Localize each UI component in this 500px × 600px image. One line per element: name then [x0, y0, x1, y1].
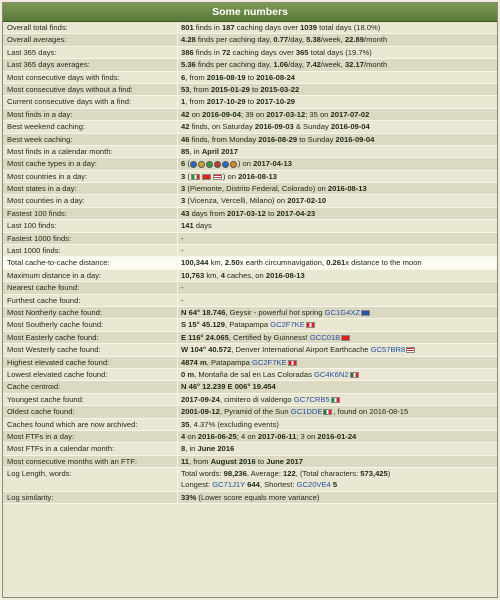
cache-code-link[interactable]: GC1G4XZ	[324, 307, 361, 317]
cache-type-icon	[214, 161, 221, 168]
stat-text: , from	[185, 97, 207, 107]
flag-pe-icon	[288, 360, 297, 366]
cache-code-link[interactable]: GC71J1Y	[212, 480, 246, 490]
stat-text: 4	[220, 270, 225, 280]
stat-text: on	[189, 109, 203, 119]
stat-text: 2016-06-25	[197, 431, 237, 441]
stat-text: 2016-01-24	[317, 431, 357, 441]
cache-type-icon	[230, 161, 237, 168]
table-row	[3, 357, 497, 369]
stat-label: Youngest cache found:	[3, 394, 178, 405]
stat-text: 2017-10-29	[256, 97, 296, 107]
stat-value	[178, 394, 497, 405]
stat-text: 42	[181, 122, 190, 132]
stat-text: , (Total characters:	[295, 469, 361, 479]
stat-value	[178, 146, 497, 157]
stat-label: Cache centroid:	[3, 381, 178, 392]
stat-text: ; 35 on	[305, 109, 331, 119]
stat-text: to	[245, 72, 257, 82]
table-row	[3, 158, 497, 170]
stat-text: finds per caching day,	[195, 60, 274, 70]
stat-label: Oldest cache found:	[3, 406, 178, 417]
stat-text: E 116° 24.065	[181, 332, 229, 342]
stat-text: 644	[247, 480, 260, 490]
stat-text: 2016-08-13	[327, 184, 367, 194]
stat-value	[178, 307, 497, 318]
stat-text: 6	[181, 159, 186, 169]
stat-text: 1039	[300, 23, 317, 32]
stat-text: total days (19.7%)	[308, 47, 372, 57]
stat-value	[178, 419, 497, 430]
stat-text: on	[185, 431, 198, 441]
stat-value	[178, 59, 497, 70]
panel-title: Some numbers	[3, 3, 497, 22]
stat-text: Total words:	[181, 469, 224, 479]
stat-text: finds in	[193, 23, 222, 32]
stat-label: Last 365 days:	[3, 47, 178, 58]
stat-label: Fastest 100 finds:	[3, 208, 178, 219]
stat-text: 5.36	[181, 60, 196, 70]
stat-text: June 2017	[266, 456, 304, 466]
stat-text: 2017-02-10	[287, 196, 327, 206]
flag-mx-icon	[323, 409, 332, 415]
stat-value	[178, 282, 497, 293]
stat-text: 187	[221, 23, 235, 32]
stat-text: 2016-09-04	[202, 109, 241, 119]
stat-label: Last 100 finds:	[3, 220, 178, 231]
stat-text: 3	[181, 171, 186, 181]
stat-text: , in	[185, 444, 198, 454]
stat-value	[178, 208, 497, 219]
stat-value	[178, 183, 497, 194]
table-row	[3, 307, 497, 319]
stat-value	[178, 456, 497, 467]
stat-label: Highest elevated cache found:	[3, 357, 178, 368]
stat-text: 2017-10-29	[206, 97, 246, 107]
stat-text: , from	[185, 72, 207, 82]
table-row	[3, 233, 497, 245]
cache-type-icon	[206, 161, 213, 168]
stat-label: Best weekend caching:	[3, 121, 178, 132]
stat-value	[178, 96, 497, 107]
stat-text: 801	[181, 23, 194, 32]
stat-text: 2016-08-29	[258, 134, 298, 144]
stat-text: 1	[181, 97, 186, 107]
table-row	[3, 109, 497, 121]
stat-text: 0.261	[326, 258, 346, 268]
stat-value	[178, 220, 497, 231]
stat-text: 5.38	[306, 35, 321, 45]
stat-text: 42	[181, 109, 190, 119]
stat-text: to	[249, 84, 261, 94]
stat-value	[178, 257, 497, 268]
stat-value	[178, 47, 497, 58]
stat-text: to	[265, 208, 277, 218]
stat-text: /week,	[320, 60, 345, 70]
stat-value	[178, 158, 497, 169]
table-row	[3, 47, 497, 59]
stat-text: caching days over	[230, 47, 296, 57]
table-row	[3, 456, 497, 468]
cache-type-icon	[190, 161, 197, 168]
stat-text: , Shortest:	[259, 480, 297, 490]
table-row	[3, 369, 497, 381]
stat-label: Last 1000 finds:	[3, 245, 178, 256]
stat-text: ; 4 on	[236, 431, 258, 441]
table-row	[3, 282, 497, 294]
stat-text: 35	[181, 419, 190, 429]
stats-table	[3, 22, 497, 504]
stat-text: 46	[181, 134, 190, 144]
table-row	[3, 443, 497, 455]
stat-text: to	[245, 97, 257, 107]
stat-text: /month	[363, 35, 388, 45]
stat-text: S 15° 45.129	[181, 320, 225, 330]
stat-text: km,	[208, 258, 225, 268]
stat-text: 386	[181, 47, 194, 57]
stat-value	[178, 369, 497, 380]
table-row	[3, 146, 497, 158]
stat-text: x earth circumnavigation,	[239, 258, 327, 268]
stat-value	[178, 121, 497, 132]
stat-text: ; 39 on	[240, 109, 267, 119]
table-row	[3, 134, 497, 146]
stat-label: Most Easterly cache found:	[3, 332, 178, 343]
stat-text: (	[185, 159, 190, 169]
stat-text: Longest:	[181, 480, 213, 490]
stat-text: 2017-09-24	[181, 394, 220, 404]
stat-label: Overall averages:	[3, 34, 178, 45]
table-row	[3, 171, 497, 183]
stat-value	[178, 72, 497, 83]
stat-text: finds in	[193, 47, 222, 57]
stat-line	[181, 479, 497, 490]
stat-text: , Montaña de sal en Las Coloradas	[194, 369, 314, 379]
cache-type-icon	[198, 161, 205, 168]
stat-value	[178, 357, 497, 368]
stat-label: Fastest 1000 finds:	[3, 233, 178, 244]
stat-value	[178, 22, 497, 33]
stat-value	[178, 332, 497, 343]
stat-label: Most FTFs in a day:	[3, 431, 178, 442]
flag-us-icon	[406, 347, 415, 353]
stat-text: , 4.37% (excluding events)	[189, 419, 279, 429]
table-row	[3, 468, 497, 492]
stat-text: 122	[283, 469, 296, 479]
stat-value	[178, 270, 497, 281]
stat-text: 365	[295, 47, 309, 57]
flag-is-icon	[361, 310, 370, 316]
cache-code-link[interactable]: GC20VE4	[296, 480, 331, 490]
table-row	[3, 431, 497, 443]
stat-text: finds, from Monday	[189, 134, 259, 144]
cache-code-link[interactable]: GC2F7KE	[251, 357, 287, 367]
stat-text: to Sunday	[297, 134, 336, 144]
stat-text: April 2017	[201, 146, 239, 156]
stat-value	[178, 319, 497, 330]
stat-value	[178, 492, 497, 503]
cache-code-link[interactable]: GC7CRB5	[293, 394, 330, 404]
table-row	[3, 183, 497, 195]
stat-value	[178, 468, 497, 491]
stat-text: 32.17	[344, 60, 364, 70]
table-row	[3, 84, 497, 96]
table-row	[3, 220, 497, 232]
stat-text: 8	[181, 444, 186, 454]
stat-text: , found on 2016-08-15	[333, 407, 409, 417]
stat-text: 0.77	[273, 35, 289, 45]
stat-text: 2017-06-11	[257, 431, 297, 441]
stat-label: Furthest cache found:	[3, 295, 178, 306]
stat-text: 2016-09-04	[335, 134, 375, 144]
stat-text: 98,236	[223, 469, 247, 479]
stat-text: -	[181, 283, 184, 293]
table-row	[3, 72, 497, 84]
stat-label: Most counties in a day:	[3, 195, 178, 206]
flag-us-icon	[213, 174, 222, 180]
stat-text: , Pyramid of the Sun	[219, 407, 291, 417]
stat-text: to	[255, 456, 267, 466]
stat-text: , from	[189, 456, 211, 466]
table-row	[3, 195, 497, 207]
stat-text: (Vicenza, Vercelli, Milano) on	[185, 196, 288, 206]
table-row	[3, 121, 497, 133]
stat-text: ) on	[237, 159, 254, 169]
stat-label: Caches found which are now archived:	[3, 419, 178, 430]
flag-pe-icon	[306, 322, 315, 328]
stat-text: 4874 m	[181, 357, 207, 367]
stat-value	[178, 109, 497, 120]
table-row	[3, 419, 497, 431]
stat-value	[178, 134, 497, 145]
stat-text: 141	[181, 221, 194, 231]
stat-label: Most FTFs in a calendar month:	[3, 443, 178, 454]
stat-label: Last 365 days averages:	[3, 59, 178, 70]
stat-label: Most finds in a calendar month:	[3, 146, 178, 157]
stat-label: Most states in a day:	[3, 183, 178, 194]
stat-text: ; 3 on	[296, 431, 318, 441]
stat-label: Most Southerly cache found:	[3, 319, 178, 330]
stat-label: Most countries in a day:	[3, 171, 178, 182]
stat-text: 2017-07-02	[330, 109, 370, 119]
stat-text: 2017-04-23	[276, 208, 316, 218]
table-row	[3, 96, 497, 108]
stat-label: Most cache types in a day:	[3, 158, 178, 169]
stat-value	[178, 171, 497, 182]
stat-text: , Patapampa	[225, 320, 271, 330]
table-row	[3, 332, 497, 344]
table-row	[3, 270, 497, 282]
stat-text: 3	[181, 196, 186, 206]
table-row	[3, 394, 497, 406]
stat-label: Overall total finds:	[3, 22, 178, 33]
stat-label: Most Westerly cache found:	[3, 344, 178, 355]
stat-text: 2017-03-12	[266, 109, 306, 119]
stat-value	[178, 406, 497, 417]
stat-text: 22.89	[344, 35, 364, 45]
stat-text: 2001-09-12	[181, 407, 220, 417]
stat-text: 4.28	[181, 35, 196, 45]
stat-text: , cimitero di valdengo	[219, 394, 294, 404]
cache-code-link[interactable]: GCC01B	[309, 332, 341, 342]
stat-value	[178, 195, 497, 206]
stat-text: 3	[181, 184, 186, 194]
stat-text: /day,	[288, 35, 307, 45]
stat-text: W 104° 40.572	[181, 345, 232, 355]
stat-label: Most consecutive days without a find:	[3, 84, 178, 95]
stat-text: 10,763	[181, 270, 205, 280]
stat-text: N 64° 18.746	[181, 307, 226, 317]
stat-text: 33%	[181, 493, 197, 503]
stat-value	[178, 245, 497, 256]
stat-text: (	[185, 171, 190, 181]
table-row	[3, 406, 497, 418]
stat-text: , Certified by Guinness!	[228, 332, 310, 342]
stat-text: 2017-04-13	[253, 159, 292, 169]
stat-text: 2016-09-03	[254, 122, 294, 132]
stat-text: August 2016	[210, 456, 256, 466]
stat-text: )	[387, 469, 391, 479]
cache-code-link[interactable]: GC4K6N2	[313, 369, 349, 379]
flag-mx-icon	[350, 372, 359, 378]
stat-value	[178, 233, 497, 244]
table-row	[3, 344, 497, 356]
stat-label: Current consecutive days with a find:	[3, 96, 178, 107]
stat-line	[181, 468, 497, 479]
stat-label: Nearest cache found:	[3, 282, 178, 293]
stat-text: June 2016	[197, 444, 235, 454]
stat-text: 573,425	[360, 469, 388, 479]
table-row	[3, 295, 497, 307]
table-row	[3, 59, 497, 71]
flag-it-icon	[331, 397, 340, 403]
stat-text: 2.50	[224, 258, 240, 268]
stat-label: Most consecutive months with an FTF:	[3, 456, 178, 467]
stat-value	[178, 443, 497, 454]
table-row	[3, 257, 497, 269]
table-row	[3, 34, 497, 46]
table-row	[3, 492, 497, 504]
stat-text: ) on	[222, 171, 239, 181]
stat-label: Most Northerly cache found:	[3, 307, 178, 318]
stat-text: 5	[332, 480, 338, 490]
stat-text: 2016-08-13	[238, 171, 277, 181]
stat-text: 6	[181, 72, 186, 82]
table-row	[3, 319, 497, 331]
stat-text: days	[193, 221, 212, 231]
stat-text: , Denver International Airport Earthcache	[231, 345, 371, 355]
stat-text: N 46° 12.239 E 006° 19.454	[181, 382, 276, 392]
stat-text: 1.06	[273, 60, 289, 70]
stat-text: /month	[363, 60, 388, 70]
stat-text: , in	[189, 146, 202, 156]
stat-text: km,	[204, 270, 221, 280]
stat-text: caches, on	[224, 270, 266, 280]
stat-text: 2015-01-29	[210, 84, 250, 94]
stat-text: 2017-03-12	[227, 208, 266, 218]
flag-cn-icon	[202, 174, 211, 180]
stat-text: , from	[189, 84, 211, 94]
stat-text: 2016-08-19	[206, 72, 246, 82]
cache-code-link[interactable]: GC1DDE	[290, 407, 323, 417]
stat-label: Maximum distance in a day:	[3, 270, 178, 281]
table-row	[3, 22, 497, 34]
stat-text: /week,	[320, 35, 345, 45]
stat-label: Lowest elevated cache found:	[3, 369, 178, 380]
stat-text: caching days over	[234, 23, 301, 32]
stat-text: 0 m	[181, 369, 195, 379]
stat-text: , Patapampa	[206, 357, 252, 367]
stat-text: 100,344	[181, 258, 209, 268]
cache-code-link[interactable]: GC2F7KE	[270, 320, 305, 330]
stat-text: total days (18.0%)	[316, 23, 381, 32]
stat-text: /day,	[288, 60, 307, 70]
stat-value	[178, 295, 497, 306]
stat-text: & Sunday	[293, 122, 331, 132]
stat-text: -	[181, 233, 184, 243]
stats-panel	[2, 2, 498, 598]
flag-it-icon	[191, 174, 200, 180]
stat-text: 2015-03-22	[260, 84, 300, 94]
stat-text: finds, on Saturday	[189, 122, 255, 132]
stat-label: Best week caching:	[3, 134, 178, 145]
table-row	[3, 208, 497, 220]
stat-text: 85	[181, 146, 190, 156]
stat-value	[178, 431, 497, 442]
stat-text: 72	[221, 47, 231, 57]
stat-text: 43	[181, 208, 190, 218]
stat-text: 2016-08-13	[265, 270, 305, 280]
stat-label: Most finds in a day:	[3, 109, 178, 120]
stat-label: Most consecutive days with finds:	[3, 72, 178, 83]
stat-text: days from	[189, 208, 228, 218]
stat-label: Log similarity:	[3, 492, 178, 503]
table-row	[3, 245, 497, 257]
stat-text: x distance to the moon	[345, 258, 422, 268]
stat-text: -	[181, 295, 184, 305]
stat-value	[178, 34, 497, 45]
stat-text: , Average:	[246, 469, 284, 479]
stat-value	[178, 381, 497, 392]
cache-type-icon	[222, 161, 229, 168]
stat-text: 4	[181, 431, 186, 441]
stat-text: 2016-09-04	[330, 122, 370, 132]
flag-cn-icon	[341, 335, 350, 341]
stat-text: (Lower score equals more variance)	[196, 493, 320, 503]
stat-text: 2016-08-24	[256, 72, 296, 82]
stat-label: Total cache-to-cache distance:	[3, 257, 178, 268]
stat-label: Log Length, words:	[3, 468, 178, 491]
stat-text: finds per caching day,	[195, 35, 274, 45]
stat-text: 7.42	[306, 60, 321, 70]
stat-value	[178, 344, 497, 355]
stat-text: (Piemonte, Distrito Federal, Colorado) on	[185, 184, 328, 194]
stat-text: 53	[181, 84, 190, 94]
stat-text: -	[181, 246, 184, 256]
stat-text: 11	[181, 456, 190, 466]
stat-text: , Geysir - powerful hot spring	[225, 307, 325, 317]
table-row	[3, 381, 497, 393]
stat-value	[178, 84, 497, 95]
cache-code-link[interactable]: GC57BR8	[370, 345, 406, 355]
